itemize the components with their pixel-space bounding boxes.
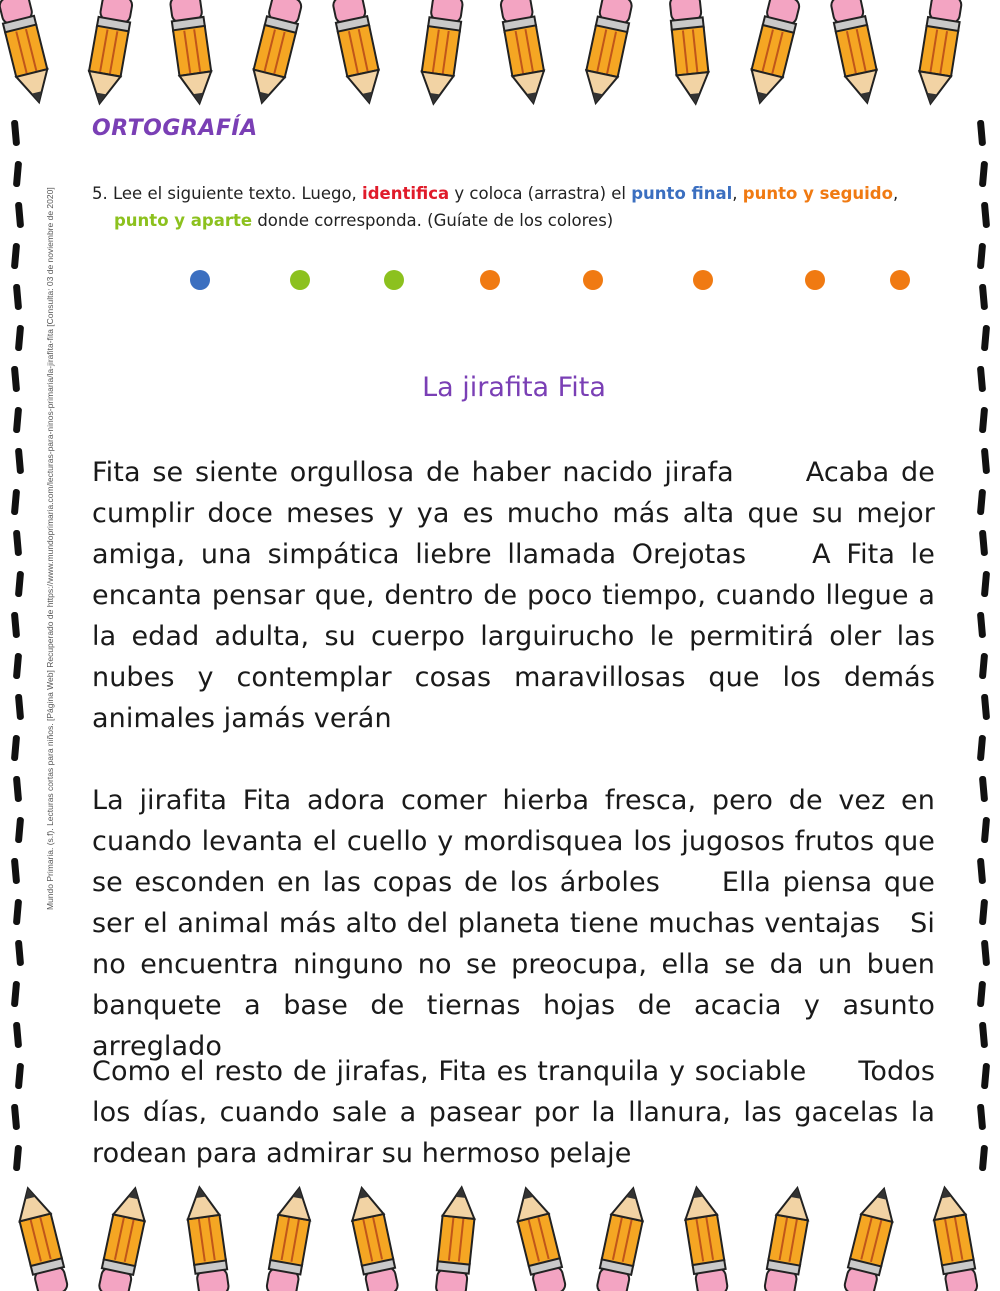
punto-seguido-label: punto y seguido (742, 184, 893, 203)
instruction-part3: donde corresponda. (Guíate de los colores) (257, 211, 614, 230)
dash-mark (979, 407, 988, 434)
sentence: Acaba de cumplir doce meses y ya es mucho más alta que su mejor amiga, una simpática liebre llamada Orejotas (92, 457, 935, 570)
dash-border-right (960, 100, 1000, 1190)
instruction-part1: Lee el siguiente texto. Luego, (113, 184, 357, 203)
sentence: Todos los días, cuando sale a pasear por la llanura, las gacelas la rodean para admirar su hermoso pelaje (92, 1056, 935, 1169)
sentence: Como el resto de jirafas, Fita es tranquila y sociable (92, 1056, 807, 1087)
sentence: Fita se siente orgullosa de haber nacido jirafa (92, 457, 734, 488)
pencil-icon (842, 1185, 899, 1291)
pencil-icon (246, 0, 303, 107)
identifica-word: identifica (362, 184, 450, 203)
dash-mark (981, 448, 990, 475)
pencil-icon (346, 1185, 400, 1291)
draggable-dot-orange[interactable] (693, 270, 713, 290)
dash-mark (11, 612, 20, 639)
dash-mark (15, 940, 24, 967)
dash-mark (981, 571, 990, 598)
paragraph-2 (92, 780, 935, 1067)
dash-mark (13, 161, 22, 188)
dash-mark (977, 1104, 986, 1131)
comma-2: , (892, 184, 899, 203)
draggable-dot-orange[interactable] (805, 270, 825, 290)
dash-mark (13, 1022, 22, 1049)
dash-mark (977, 489, 986, 516)
dash-mark (11, 1104, 20, 1131)
sentence: La jirafita Fita adora comer hierba fresca, pero de vez en cuando levanta el cuello y mordisquea los jugosos frutos que se esconden en las copas de los árboles (92, 785, 935, 898)
pencil-border-top (0, 0, 1000, 120)
pencil-icon (184, 1185, 231, 1291)
pencil-icon (97, 1185, 151, 1291)
dash-mark (13, 284, 22, 311)
pencil-icon (0, 0, 55, 106)
dash-mark (979, 653, 988, 680)
dash-mark (13, 407, 22, 434)
dash-mark (981, 694, 990, 721)
dash-border-left (0, 100, 40, 1190)
sentence: Ella piensa que ser el animal más alto del planeta tiene muchas ventajas (92, 867, 935, 939)
dash-mark (977, 243, 986, 270)
pencil-icon (265, 1185, 315, 1291)
story-title: La jirafita Fita (422, 372, 606, 403)
pencil-icon (829, 0, 883, 106)
dash-mark (13, 1145, 22, 1172)
pencil-icon (499, 0, 549, 106)
sentence: A Fita le encanta pensar que, dentro de poco tiempo, cuando llegue a la edad adulta, su cuerpo larguirucho le permitirá oler las nubes y contemplar cosas maravillosas que los demás animales jamás verán (92, 539, 935, 734)
dash-mark (11, 489, 20, 516)
pencil-icon (84, 0, 134, 106)
pencil-border-bottom (0, 1171, 1000, 1291)
draggable-dot-green[interactable] (290, 270, 310, 290)
dash-mark (15, 325, 24, 352)
dash-mark (981, 940, 990, 967)
pencil-icon (668, 0, 711, 105)
dash-mark (979, 530, 988, 557)
dash-mark (11, 858, 20, 885)
dash-mark (981, 325, 990, 352)
dash-mark (979, 161, 988, 188)
pencil-icon (744, 0, 801, 107)
pencil-icon (763, 1185, 813, 1291)
dash-mark (15, 571, 24, 598)
pencil-icon (595, 1185, 649, 1291)
dash-mark (13, 776, 22, 803)
draggable-dot-orange[interactable] (583, 270, 603, 290)
sentence: Si no encuentra ninguno no se preocupa, ella se da un buen banquete a base de tiernas hojas de acacia y asunto arreglado (92, 908, 935, 1062)
dash-mark (11, 120, 20, 147)
instruction-number: 5. (92, 184, 108, 203)
dash-mark (13, 899, 22, 926)
draggable-dot-orange[interactable] (890, 270, 910, 290)
dash-mark (15, 694, 24, 721)
dash-mark (15, 817, 24, 844)
pencil-icon (580, 0, 634, 106)
dash-mark (981, 202, 990, 229)
dash-mark (977, 735, 986, 762)
section-title: ORTOGRAFÍA (92, 116, 258, 141)
dash-mark (979, 1022, 988, 1049)
dash-mark (11, 735, 20, 762)
punto-final-label: punto final (631, 184, 733, 203)
dash-mark (979, 1145, 988, 1172)
dash-mark (977, 981, 986, 1008)
pencil-icon (929, 1185, 979, 1291)
instruction-part2: y coloca (arrastra) el (454, 184, 626, 203)
pencil-icon (681, 1185, 730, 1291)
dash-mark (977, 612, 986, 639)
draggable-dot-green[interactable] (384, 270, 404, 290)
paragraph-1 (92, 452, 935, 739)
dash-mark (977, 120, 986, 147)
dash-mark (15, 202, 24, 229)
instruction-text (92, 180, 952, 234)
paragraph-3 (92, 1051, 935, 1174)
dash-mark (979, 899, 988, 926)
dash-mark (15, 1063, 24, 1090)
pencil-icon (510, 1184, 567, 1291)
dash-mark (11, 243, 20, 270)
draggable-dot-orange[interactable] (480, 270, 500, 290)
pencil-icon (915, 0, 964, 106)
dash-mark (979, 284, 988, 311)
source-credit-text: Mundo Primaria. (s.f). Lecturas cortas para niños. [Página Web] Recuperado de https://www.mundoprimaria.com/lecturas-para-ninos-primaria/la-jirafita-fita [Consulta: 03 de noviembre de 2020] (45, 187, 55, 910)
pencil-icon (331, 0, 385, 106)
draggable-dot-blue[interactable] (190, 270, 210, 290)
comma-1: , (732, 184, 738, 203)
dash-mark (13, 530, 22, 557)
dash-mark (13, 653, 22, 680)
dash-mark (979, 776, 988, 803)
pencil-icon (12, 1184, 69, 1291)
dash-mark (11, 981, 20, 1008)
dash-mark (981, 817, 990, 844)
pencil-icon (168, 0, 215, 106)
dash-mark (977, 858, 986, 885)
dash-mark (981, 1063, 990, 1090)
pencil-icon (434, 1186, 477, 1291)
pencil-icon (418, 0, 465, 106)
dash-mark (15, 448, 24, 475)
source-credit (45, 187, 65, 910)
punto-aparte-label: punto y aparte (114, 211, 253, 230)
